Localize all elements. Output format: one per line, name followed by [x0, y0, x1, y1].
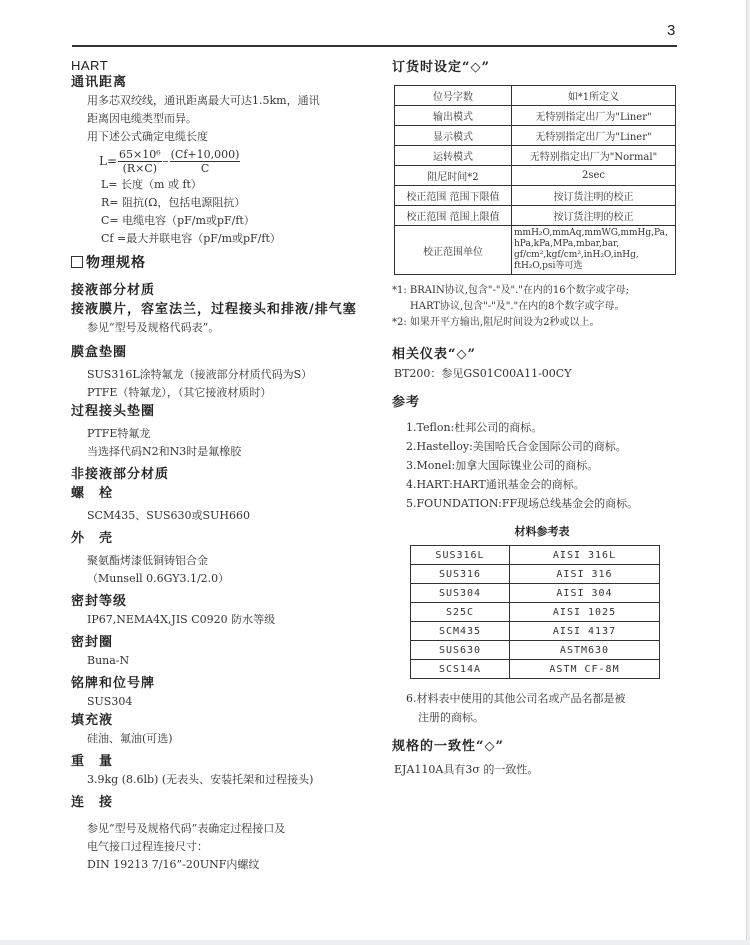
order-settings-table: [394, 85, 676, 275]
section-heading: 填充液: [71, 713, 114, 728]
page-number: 3: [667, 22, 676, 39]
table-cell: 2sec: [512, 166, 676, 186]
table-cell: 无特别指定出厂为"Liner": [512, 126, 676, 146]
consistency-text: EJA110A具有3σ 的一致性。: [394, 763, 539, 776]
footnote-2: [392, 315, 692, 331]
table-row: [411, 622, 660, 641]
table-cell: SUS316L: [411, 546, 510, 565]
physical-spec-heading: [71, 254, 391, 273]
footnote-1: [392, 283, 692, 315]
section-heading: 接液部分材质: [71, 283, 156, 298]
section-line: IP67,NEMA4X,JIS C0920 防水等级: [87, 613, 276, 626]
table-row: [411, 660, 660, 679]
comm-distance-heading: 通讯距离: [71, 75, 128, 90]
section-line: （Munsell 0.6GY3.1/2.0）: [87, 572, 230, 585]
section-line: 参见“型号及规格代码表”。: [87, 321, 220, 334]
related-text: BT200：参见GS01C00A11-00CY: [394, 367, 572, 380]
table-cell: AISI 316L: [510, 546, 660, 565]
checkbox-icon: [71, 256, 83, 268]
section-heading: 接液膜片，容室法兰，过程接头和排液/排气塞: [71, 302, 357, 317]
section-heading: 膜盒垫圈: [71, 345, 128, 360]
comm-line: 用多芯双绞线，通讯距离最大可达1.5km，通讯: [87, 94, 320, 107]
table-cell: 校正范围 范围上限值: [395, 206, 512, 226]
section-line: 硅油、氟油(可选): [87, 732, 173, 745]
reference-item: 5.FOUNDATION:FF现场总线基金会的商标。: [406, 497, 639, 510]
section-heading: 密封等级: [71, 594, 128, 609]
footnote-line: 如果开平方输出,阻尼时间设为2秒或以上。: [409, 317, 600, 328]
table-cell: 运转模式: [395, 146, 512, 166]
table-cell: SCS14A: [411, 660, 510, 679]
table-row: [411, 584, 660, 603]
table-cell: SUS630: [411, 641, 510, 660]
table-row: [395, 146, 676, 166]
section-heading: 螺 栓: [71, 486, 114, 501]
reference-item-6: 6.材料表中使用的其他公司名或产品名都是被: [406, 692, 626, 705]
table-cell: 如*1所定义: [512, 86, 676, 106]
consistency-heading: 规格的一致性“◇”: [392, 739, 504, 754]
right-column: [392, 58, 692, 779]
left-column: [71, 58, 391, 874]
formula-numerator: (Cf+10,000): [170, 147, 240, 161]
formula-denominator: (R×C): [122, 161, 158, 175]
table-cell: 无特别指定出厂为"Normal": [512, 146, 676, 166]
table-cell: SCM435: [411, 622, 510, 641]
table-cell: 位号字数: [395, 86, 512, 106]
table-cell: 按订货注明的校正: [512, 186, 676, 206]
definition: Cf =最大并联电容（pF/m或pF/ft）: [101, 232, 281, 245]
table-cell: SUS316: [411, 565, 510, 584]
table-cell: mmH₂O,mmAq,mmWG,mmHg,Pa, hPa,kPa,MPa,mbar,bar, gf/cm²,kgf/cm²,inH₂O,inHg, ftH₂O,psi等可选: [512, 226, 676, 275]
references-heading: 参考: [392, 395, 421, 410]
section-line: 参见“型号及规格代码”表确定过程接口及: [87, 822, 286, 835]
section-line: SUS304: [87, 695, 133, 708]
section-line: Buna-N: [87, 654, 130, 667]
footnote-line: BRAIN协议,包含"-"及"."在内的16个数字或字母;: [409, 285, 629, 296]
table-row: [395, 186, 676, 206]
section-line: 3.9kg (8.6lb) (无表头、安装托架和过程接头): [87, 773, 314, 786]
section-line: 聚氨酯烤漆低铜铸铝合金: [87, 554, 208, 567]
formula-numerator: 65×10⁶: [119, 147, 161, 161]
section-line: DIN 19213 7/16”-20UNF内螺纹: [87, 858, 260, 871]
table-cell: 校正范围单位: [395, 226, 512, 275]
hart-title: HART: [71, 58, 109, 73]
reference-item: 3.Monel:加拿大国际镍业公司的商标。: [406, 459, 599, 472]
comm-line: 用下述公式确定电缆长度: [87, 130, 208, 143]
table-row: [395, 106, 676, 126]
table-row: [395, 206, 676, 226]
section-heading: 重 量: [71, 754, 114, 769]
table-row: [395, 126, 676, 146]
section-line: 当选择代码N2和N3时是氟橡胶: [87, 445, 242, 458]
material-reference-table: [410, 545, 660, 679]
table-cell: S25C: [411, 603, 510, 622]
formula-fraction-1: [118, 148, 162, 175]
section-heading: 非接液部分材质: [71, 467, 170, 482]
formula-fraction-2: [170, 148, 241, 175]
table-row: [395, 166, 676, 186]
table-row: [395, 86, 676, 106]
comm-line: 距离因电缆类型而异。: [87, 112, 197, 125]
table-cell: AISI 4137: [510, 622, 660, 641]
section-heading: 过程接头垫圈: [71, 404, 156, 419]
footnote-mark: *1:: [392, 285, 407, 296]
table-cell: ASTM CF-8M: [510, 660, 660, 679]
section-line: 电气接口过程连接尺寸：: [87, 840, 208, 853]
section-heading: 外 壳: [71, 531, 114, 546]
footnote-line: HART协议,包含"-"及"."在内的8个数字或字母。: [410, 301, 625, 312]
formula-denominator: C: [200, 161, 210, 175]
table-row: [395, 226, 676, 275]
table-cell: 阻尼时间*2: [395, 166, 512, 186]
reference-item-6-cont: 注册的商标。: [418, 711, 484, 724]
table-cell: AISI 316: [510, 565, 660, 584]
table-cell: 显示模式: [395, 126, 512, 146]
related-instruments-heading: 相关仪表“◇”: [392, 347, 476, 362]
section-line: PTFE（特氟龙），（其它接液材质时）: [87, 386, 272, 399]
table-cell: 校正范围 范围下限值: [395, 186, 512, 206]
table-row: [411, 603, 660, 622]
reference-item: 1.Teflon:杜邦公司的商标。: [406, 421, 543, 434]
table-row: [411, 641, 660, 660]
table-cell: SUS304: [411, 584, 510, 603]
definition: R= 阻抗(Ω，包括电源阻抗）: [101, 196, 246, 209]
section-line: PTFE特氟龙: [87, 427, 151, 440]
formula-minus: –: [162, 154, 169, 168]
table-row: [411, 546, 660, 565]
definition: C= 电缆电容（pF/m或pF/ft）: [101, 214, 255, 227]
formula-lhs: L=: [99, 154, 118, 168]
section-heading: 铭牌和位号牌: [71, 676, 156, 691]
section-heading: 连 接: [71, 795, 114, 810]
table-cell: 无特别指定出厂为"Liner": [512, 106, 676, 126]
table-cell: ASTM630: [510, 641, 660, 660]
reference-item: 2.Hastelloy:美国哈氏合金国际公司的商标。: [406, 440, 627, 453]
material-table-title: 材料参考表: [514, 525, 570, 538]
footnote-mark: *2:: [392, 317, 407, 328]
table-cell: 输出模式: [395, 106, 512, 126]
table-row: [411, 565, 660, 584]
cable-length-formula: [71, 146, 391, 176]
table-cell: AISI 304: [510, 584, 660, 603]
reference-item: 4.HART:HART通讯基金会的商标。: [406, 478, 585, 491]
table-cell: 按订货注明的校正: [512, 206, 676, 226]
section-line: SCM435、SUS630或SUH660: [87, 509, 250, 522]
section-line: SUS316L涂特氟龙（接液部分材质代码为S）: [87, 368, 313, 381]
table-cell: AISI 1025: [510, 603, 660, 622]
header-rule: [72, 45, 677, 47]
physical-spec-label: 物理规格: [86, 255, 146, 271]
definition: L= 长度（m 或 ft）: [101, 178, 202, 191]
section-heading: 密封圈: [71, 635, 114, 650]
order-settings-heading: 订货时设定“◇”: [392, 60, 490, 75]
